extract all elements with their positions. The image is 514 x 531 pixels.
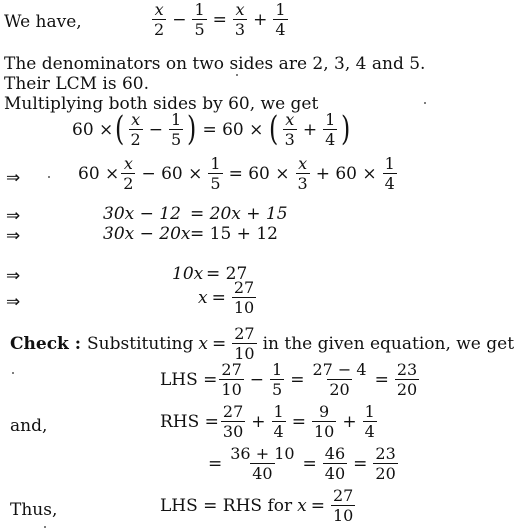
thus-line: LHS = RHS for x = $\frac{27}{10}$ [160, 486, 354, 525]
implies-arrow: ⇒ [6, 206, 21, 226]
eq6-rhs: = 27 [206, 264, 248, 284]
implies-arrow: ⇒ [6, 168, 21, 188]
implies-arrow: ⇒ [6, 292, 21, 312]
frac-x-3: $\frac{x}{3}$ [234, 0, 246, 39]
and-label: and, [10, 416, 48, 436]
eq4-lhs: 30x − 12 [103, 204, 181, 224]
frac-1-5: $\frac{1}{5}$ [194, 0, 205, 39]
multiply-text: Multiplying both sides by 60, we get [4, 94, 319, 114]
denominators-text: The denominators on two sides are 2, 3, 4 and 5. [4, 54, 426, 74]
equation-2: 60 × ( $\frac{x}{2}$ − $\frac{1}{5}$ ) = 60 × ( $\frac{x}{3}$ + $\frac{1}{4}$ ) [72, 108, 351, 149]
speck [44, 526, 46, 528]
check-line: Check : Substituting x = $\frac{27}{10}$ in the given equation, we get [10, 324, 514, 363]
thus-label: Thus, [10, 500, 58, 520]
equation-7: x = $\frac{27}{10}$ [198, 278, 255, 317]
lhs-line: LHS = $\frac{27}{10}$ − $\frac{1}{5}$ = $\frac{27 - 4}{20}$ = $\frac{23}{20}$ [160, 360, 418, 399]
check-label: Check : [10, 333, 82, 354]
speck [424, 102, 426, 104]
implies-arrow: ⇒ [6, 226, 21, 246]
speck [236, 74, 238, 76]
eq5-rhs: = 15 + 12 [190, 224, 278, 244]
rhs-line: RHS = $\frac{27}{30}$ + $\frac{1}{4}$ = $\frac{9}{10}$ + $\frac{1}{4}$ [160, 402, 375, 441]
eq6-lhs: 10x [172, 264, 204, 284]
speck [12, 372, 14, 374]
speck [48, 176, 50, 178]
implies-arrow: ⇒ [6, 266, 21, 286]
equation-1: $\frac{x}{2}$ − $\frac{1}{5}$ = $\frac{x}{3}$ + $\frac{1}{4}$ [154, 0, 286, 39]
frac-1-4: $\frac{1}{4}$ [275, 0, 286, 39]
intro-label: We have, [4, 12, 82, 32]
eq5-lhs: 30x − 20x [103, 224, 191, 244]
equation-3: 60 × $\frac{x}{2}$ − 60 × $\frac{1}{5}$ = 60 × $\frac{x}{3}$ + 60 × $\frac{1}{4}$ [78, 154, 395, 193]
rhs-line-2: = $\frac{36 + 10}{40}$ = $\frac{46}{40}$ = $\frac{23}{20}$ [208, 444, 396, 483]
lcm-text: Their LCM is 60. [4, 74, 150, 94]
eq4-rhs: = 20x + 15 [190, 204, 288, 224]
frac-x-2: $\frac{x}{2}$ [154, 0, 165, 39]
